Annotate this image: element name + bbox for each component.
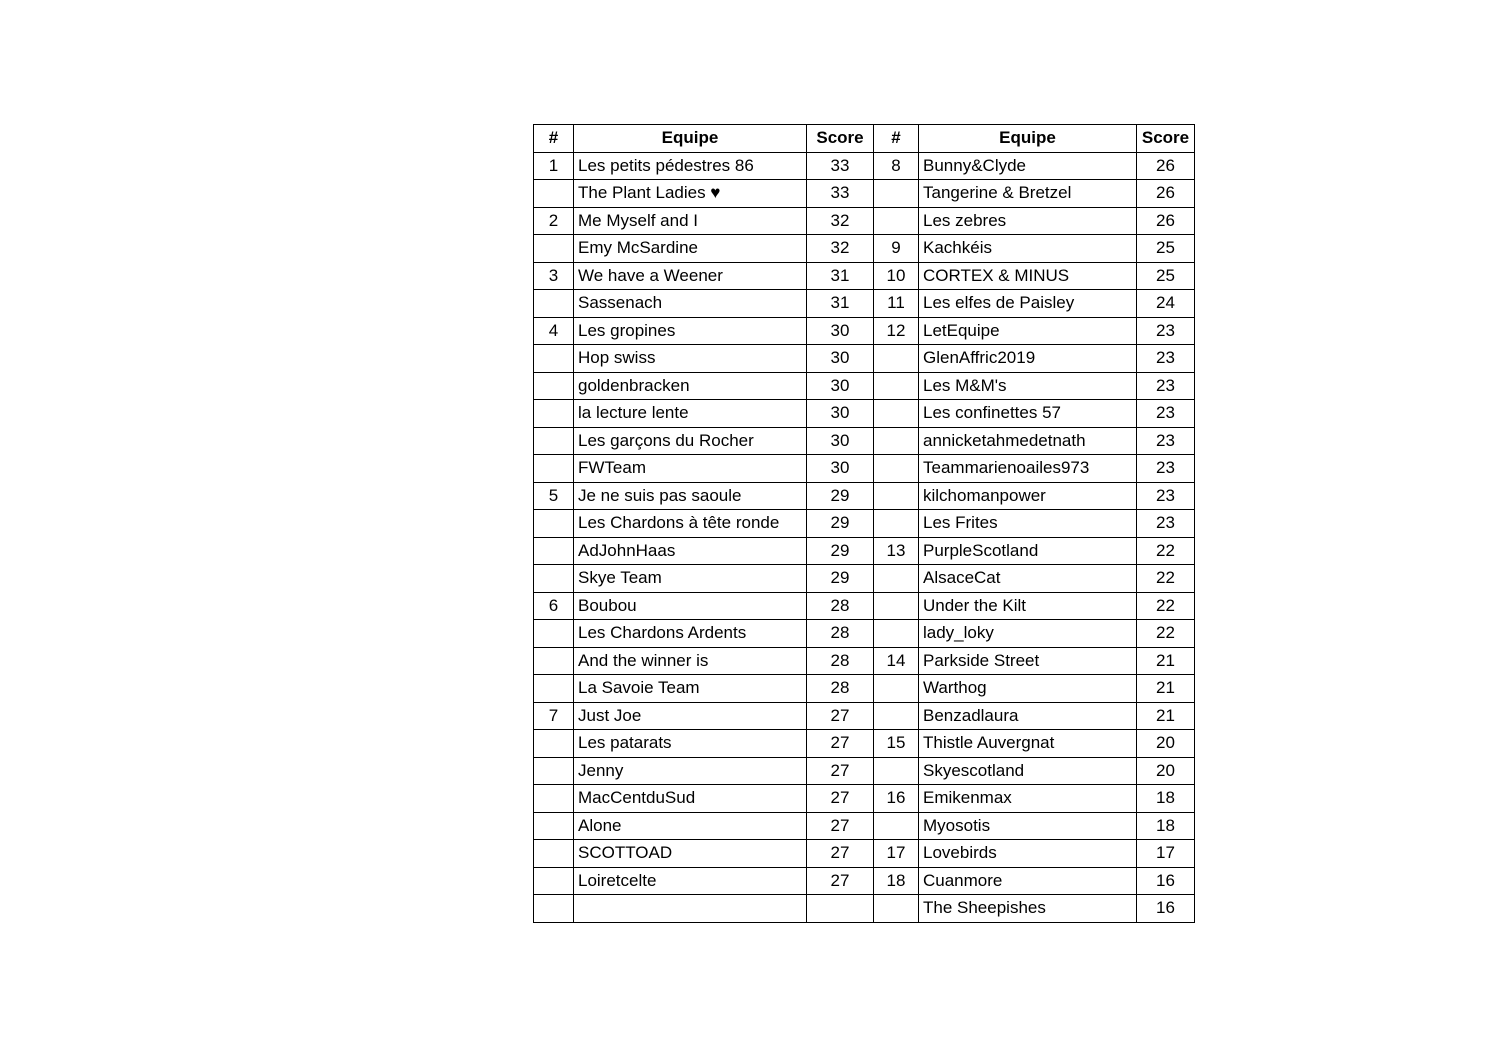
table-row [534,702,1195,730]
team-cell-right: Les Frites [919,510,1137,538]
score-cell-left: 33 [807,180,874,208]
team-cell-left: Me Myself and I [574,207,807,235]
rank-cell-left: 3 [534,262,574,290]
rank-cell-left [534,647,574,675]
team-cell-right: Cuanmore [919,867,1137,895]
rank-cell-right: 18 [874,867,919,895]
table-row [534,427,1195,455]
rank-cell-left: 5 [534,482,574,510]
score-cell-left: 27 [807,702,874,730]
table-row [534,372,1195,400]
rank-cell-left [534,895,574,923]
rank-cell-right: 14 [874,647,919,675]
table-row [534,647,1195,675]
score-cell-right: 18 [1137,785,1195,813]
rank-cell-right [874,620,919,648]
score-cell-right: 26 [1137,180,1195,208]
score-cell-left: 27 [807,785,874,813]
score-cell-right: 23 [1137,317,1195,345]
table-row [534,592,1195,620]
score-cell-left: 30 [807,455,874,483]
rank-cell-right: 10 [874,262,919,290]
table-row [534,180,1195,208]
team-cell-left: la lecture lente [574,400,807,428]
header-rank-right: # [874,125,919,153]
rank-cell-left [534,812,574,840]
team-cell-right: Parkside Street [919,647,1137,675]
score-cell-left: 30 [807,372,874,400]
team-cell-left: Les petits pédestres 86 [574,152,807,180]
team-cell-left: Hop swiss [574,345,807,373]
score-cell-right: 26 [1137,152,1195,180]
score-cell-left: 30 [807,317,874,345]
rank-cell-left [534,235,574,263]
team-cell-right: Emikenmax [919,785,1137,813]
team-cell-left: Emy McSardine [574,235,807,263]
score-cell-right: 21 [1137,675,1195,703]
score-cell-left: 31 [807,290,874,318]
rank-cell-left [534,565,574,593]
score-cell-right: 25 [1137,235,1195,263]
table-body [534,152,1195,922]
team-cell-left: MacCentduSud [574,785,807,813]
team-cell-right: Under the Kilt [919,592,1137,620]
rank-cell-right [874,675,919,703]
team-cell-right: Les M&M's [919,372,1137,400]
team-cell-left: Les patarats [574,730,807,758]
team-cell-right: PurpleScotland [919,537,1137,565]
rank-cell-left: 7 [534,702,574,730]
team-cell-left: Just Joe [574,702,807,730]
team-cell-right: Les elfes de Paisley [919,290,1137,318]
table-row [534,482,1195,510]
score-cell-left: 30 [807,400,874,428]
rank-cell-right [874,180,919,208]
table-row [534,730,1195,758]
score-cell-left: 31 [807,262,874,290]
rank-cell-right [874,812,919,840]
score-cell-right: 22 [1137,537,1195,565]
rank-cell-right [874,345,919,373]
table-row [534,757,1195,785]
rank-cell-right: 8 [874,152,919,180]
rank-cell-left [534,427,574,455]
score-cell-right: 21 [1137,702,1195,730]
team-cell-right: Les zebres [919,207,1137,235]
rank-cell-right [874,482,919,510]
team-cell-left: La Savoie Team [574,675,807,703]
team-cell-right: GlenAffric2019 [919,345,1137,373]
score-cell-left: 28 [807,592,874,620]
rank-cell-right: 9 [874,235,919,263]
rank-cell-right: 15 [874,730,919,758]
rank-cell-right [874,207,919,235]
rank-cell-right [874,372,919,400]
rank-cell-right [874,565,919,593]
score-cell-right: 22 [1137,565,1195,593]
score-cell-left: 32 [807,207,874,235]
rank-cell-left [534,345,574,373]
score-cell-right: 23 [1137,482,1195,510]
table-row [534,455,1195,483]
table-row [534,235,1195,263]
score-cell-left: 33 [807,152,874,180]
header-team-right: Equipe [919,125,1137,153]
rank-cell-left [534,730,574,758]
table-row [534,895,1195,923]
team-cell-right: Tangerine & Bretzel [919,180,1137,208]
table-row [534,785,1195,813]
team-cell-right: Benzadlaura [919,702,1137,730]
score-cell-right: 23 [1137,510,1195,538]
team-cell-right: AlsaceCat [919,565,1137,593]
team-cell-left: Sassenach [574,290,807,318]
rank-cell-left: 2 [534,207,574,235]
score-cell-right: 16 [1137,867,1195,895]
rank-cell-right [874,400,919,428]
team-cell-left: Loiretcelte [574,867,807,895]
table-row [534,290,1195,318]
header-row [534,125,1195,153]
table-row [534,675,1195,703]
rank-cell-left [534,757,574,785]
score-cell-right: 24 [1137,290,1195,318]
team-cell-right: Warthog [919,675,1137,703]
team-cell-left: FWTeam [574,455,807,483]
score-cell-right: 17 [1137,840,1195,868]
score-cell-right: 25 [1137,262,1195,290]
header-score-right: Score [1137,125,1195,153]
ranking-table [533,124,1195,923]
team-cell-right: Skyescotland [919,757,1137,785]
rank-cell-right: 13 [874,537,919,565]
score-cell-right: 23 [1137,345,1195,373]
rank-cell-right [874,455,919,483]
rank-cell-left [534,867,574,895]
score-cell-left: 27 [807,840,874,868]
score-cell-left: 27 [807,730,874,758]
team-cell-right: The Sheepishes [919,895,1137,923]
score-cell-left: 29 [807,537,874,565]
team-cell-right: CORTEX & MINUS [919,262,1137,290]
table-row [534,565,1195,593]
score-cell-right: 18 [1137,812,1195,840]
rank-cell-right: 16 [874,785,919,813]
table-row [534,537,1195,565]
team-cell-left: Skye Team [574,565,807,593]
team-cell-left: Les gropines [574,317,807,345]
team-cell-left: And the winner is [574,647,807,675]
score-cell-right: 23 [1137,455,1195,483]
team-cell-left: Je ne suis pas saoule [574,482,807,510]
team-cell-left: Alone [574,812,807,840]
rank-cell-right [874,757,919,785]
team-cell-left: Les Chardons à tête ronde [574,510,807,538]
team-cell-right: lady_loky [919,620,1137,648]
rank-cell-right: 17 [874,840,919,868]
table-row [534,840,1195,868]
score-cell-right: 22 [1137,592,1195,620]
score-cell-left [807,895,874,923]
rank-cell-right [874,702,919,730]
team-cell-left: Les garçons du Rocher [574,427,807,455]
score-cell-right: 22 [1137,620,1195,648]
score-cell-left: 29 [807,565,874,593]
table-row [534,152,1195,180]
table-row [534,867,1195,895]
score-cell-left: 27 [807,757,874,785]
team-cell-left: AdJohnHaas [574,537,807,565]
table-row [534,345,1195,373]
score-cell-right: 23 [1137,427,1195,455]
score-cell-right: 26 [1137,207,1195,235]
score-cell-left: 27 [807,867,874,895]
score-cell-left: 30 [807,427,874,455]
score-cell-right: 23 [1137,372,1195,400]
rank-cell-right [874,510,919,538]
score-cell-right: 20 [1137,730,1195,758]
team-cell-left: Jenny [574,757,807,785]
table-row [534,400,1195,428]
rank-cell-left [534,620,574,648]
score-cell-left: 29 [807,482,874,510]
table-row [534,317,1195,345]
team-cell-right: LetEquipe [919,317,1137,345]
team-cell-left: Les Chardons Ardents [574,620,807,648]
team-cell-right: Les confinettes 57 [919,400,1137,428]
header-rank-left: # [534,125,574,153]
rank-cell-left [534,400,574,428]
team-cell-right: Thistle Auvergnat [919,730,1137,758]
rank-cell-left [534,785,574,813]
team-cell-right: annicketahmedetnath [919,427,1137,455]
team-cell-right: Bunny&Clyde [919,152,1137,180]
score-cell-left: 28 [807,647,874,675]
rank-cell-left: 4 [534,317,574,345]
team-cell-right: Lovebirds [919,840,1137,868]
rank-cell-right [874,427,919,455]
score-cell-left: 29 [807,510,874,538]
rank-cell-left [534,180,574,208]
score-cell-left: 28 [807,620,874,648]
table-row [534,262,1195,290]
table-row [534,620,1195,648]
rank-cell-right: 11 [874,290,919,318]
table-row [534,207,1195,235]
score-cell-right: 23 [1137,400,1195,428]
team-cell-right: Teammarienoailes973 [919,455,1137,483]
team-cell-right: Myosotis [919,812,1137,840]
score-cell-right: 16 [1137,895,1195,923]
score-cell-left: 30 [807,345,874,373]
rank-cell-left [534,840,574,868]
header-team-left: Equipe [574,125,807,153]
team-cell-left: Boubou [574,592,807,620]
rank-cell-right [874,592,919,620]
rank-cell-right: 12 [874,317,919,345]
table-row [534,510,1195,538]
team-cell-left: goldenbracken [574,372,807,400]
rank-cell-left [534,290,574,318]
rank-cell-left [534,537,574,565]
rank-cell-left [534,675,574,703]
rank-cell-left [534,455,574,483]
table-row [534,812,1195,840]
rank-cell-left [534,510,574,538]
score-cell-left: 32 [807,235,874,263]
team-cell-right: kilchomanpower [919,482,1137,510]
score-cell-right: 21 [1137,647,1195,675]
rank-cell-left: 1 [534,152,574,180]
rank-cell-right [874,895,919,923]
team-cell-right: Kachkéis [919,235,1137,263]
header-score-left: Score [807,125,874,153]
rank-cell-left [534,372,574,400]
rank-cell-left: 6 [534,592,574,620]
score-cell-left: 28 [807,675,874,703]
team-cell-left: The Plant Ladies ♥ [574,180,807,208]
team-cell-left [574,895,807,923]
team-cell-left: We have a Weener [574,262,807,290]
score-cell-right: 20 [1137,757,1195,785]
score-cell-left: 27 [807,812,874,840]
team-cell-left: SCOTTOAD [574,840,807,868]
